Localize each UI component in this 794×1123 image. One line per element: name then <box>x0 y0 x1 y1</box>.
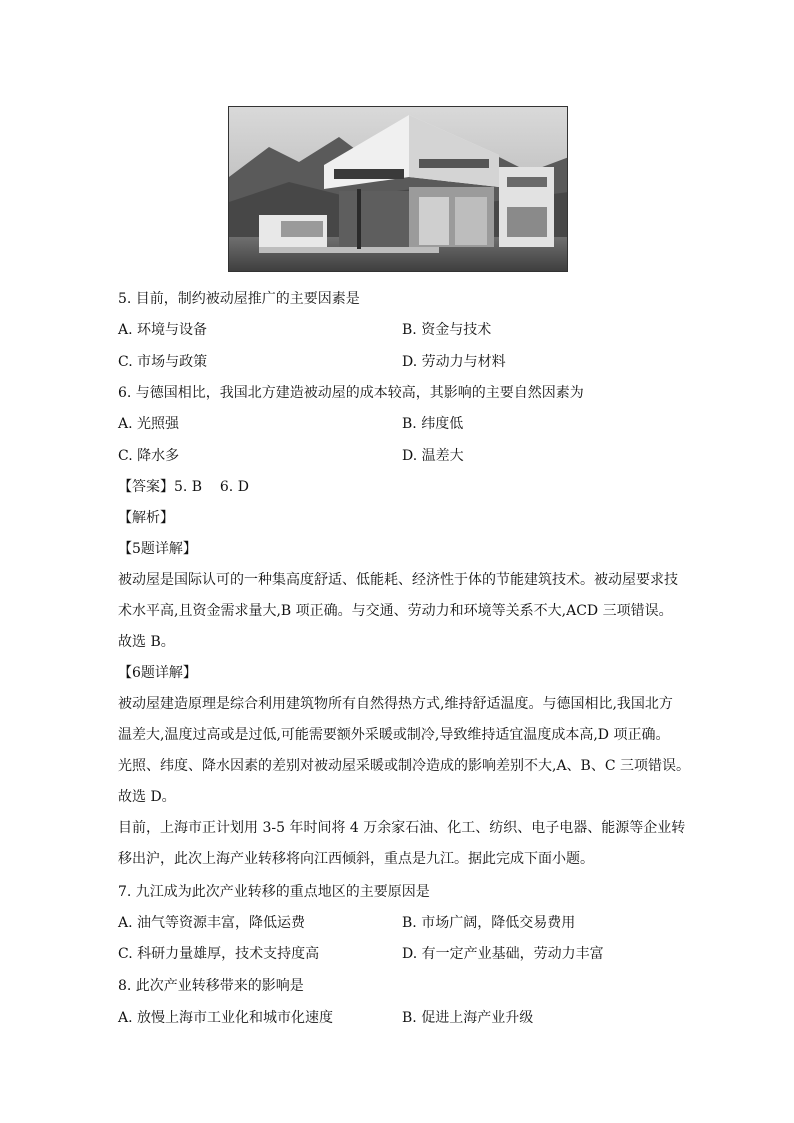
detail-6-line-1: 被动屋建造原理是综合利用建筑物所有自然得热方式,维持舒适温度。与德国相比,我国北方 <box>118 696 673 712</box>
intro-line-2: 移出沪，此次上海产业转移将向江西倾斜，重点是九江。据此完成下面小题。 <box>118 851 594 867</box>
detail-6-heading: 【6题详解】 <box>118 665 197 681</box>
question-8-option-a: A. 放慢上海市工业化和城市化速度 <box>118 1010 334 1026</box>
question-7-option-a: A. 油气等资源丰富，降低运费 <box>118 915 306 931</box>
intro-line-1: 目前，上海市正计划用 3-5 年时间将 4 万余家石油、化工、纺织、电子电器、能源等企业转 <box>118 820 686 836</box>
question-8-stem: 8. 此次产业转移带来的影响是 <box>118 978 304 994</box>
question-5-stem: 5. 目前，制约被动屋推广的主要因素是 <box>118 291 360 307</box>
question-7-option-d: D. 有一定产业基础，劳动力丰富 <box>402 946 604 962</box>
question-6-option-d: D. 温差大 <box>402 448 464 464</box>
question-8-option-b: B. 促进上海产业升级 <box>402 1010 534 1026</box>
question-7-option-c: C. 科研力量雄厚，技术支持度高 <box>118 946 320 962</box>
question-5-option-b: B. 资金与技术 <box>402 322 492 338</box>
question-7-option-b: B. 市场广阔，降低交易费用 <box>402 915 576 931</box>
question-6-option-a: A. 光照强 <box>118 416 180 432</box>
question-5-option-d: D. 劳动力与材料 <box>402 354 506 370</box>
detail-6-line-3: 光照、纬度、降水因素的差别对被动屋采暖或制冷造成的影响差别不大,A、B、C 三项错误。 <box>118 758 691 774</box>
question-7-stem: 7. 九江成为此次产业转移的重点地区的主要原因是 <box>118 884 430 900</box>
house-photo <box>228 106 568 272</box>
detail-5-line-3: 故选 B。 <box>118 634 175 650</box>
detail-5-heading: 【5题详解】 <box>118 541 197 557</box>
detail-6-line-4: 故选 D。 <box>118 789 176 805</box>
answer-line: 【答案】5. B 6. D <box>118 479 249 495</box>
question-6-option-b: B. 纬度低 <box>402 416 464 432</box>
house-illustration <box>229 107 568 272</box>
detail-5-line-1: 被动屋是国际认可的一种集高度舒适、低能耗、经济性于体的节能建筑技术。被动屋要求技 <box>118 572 678 588</box>
question-5-option-c: C. 市场与政策 <box>118 354 208 370</box>
analysis-heading: 【解析】 <box>118 510 174 526</box>
detail-5-line-2: 术水平高,且资金需求量大,B 项正确。与交通、劳动力和环境等关系不大,ACD 三项错误。 <box>118 603 673 619</box>
question-5-option-a: A. 环境与设备 <box>118 322 208 338</box>
question-6-stem: 6. 与德国相比，我国北方建造被动屋的成本较高，其影响的主要自然因素为 <box>118 385 584 401</box>
detail-6-line-2: 温差大,温度过高或是过低,可能需要额外采暖或制冷,导致维持适宜温度成本高,D 项正确。 <box>118 727 670 743</box>
question-6-option-c: C. 降水多 <box>118 448 180 464</box>
